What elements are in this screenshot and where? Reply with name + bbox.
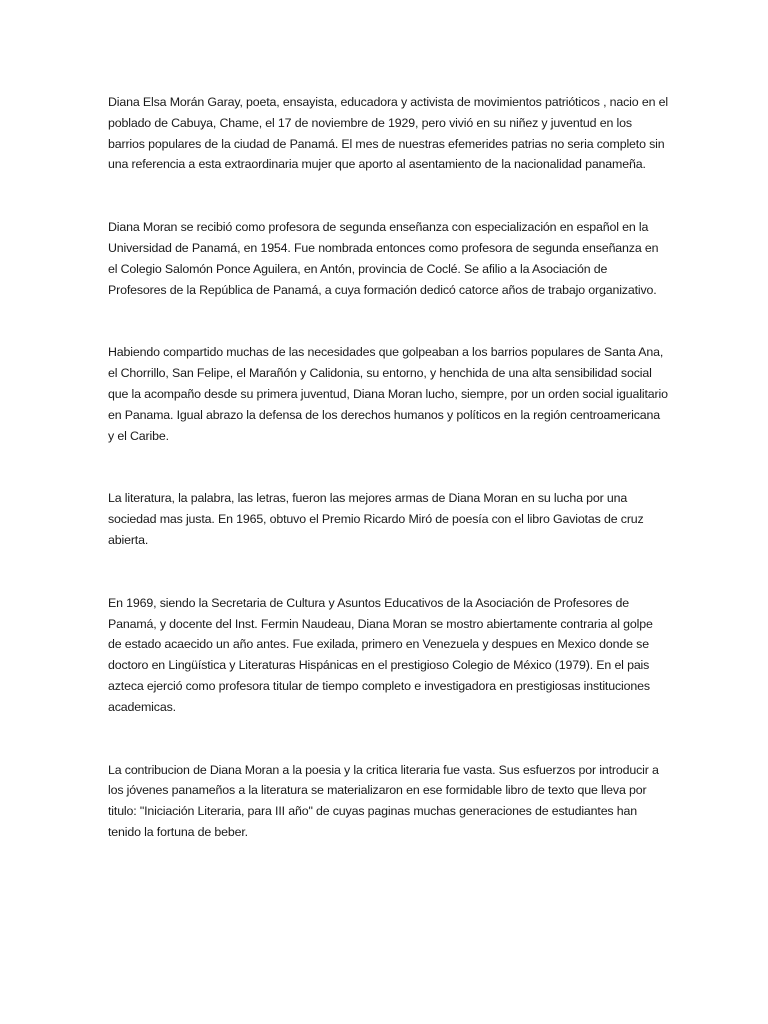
paragraph-3: Habiendo compartido muchas de las necesidades que golpeaban a los barrios populares de Santa Ana, el Chorrillo, San Felipe, el Marañón y Calidonia, su entorno, y henchida de una alta sensibilidad social que la acompaño desde su primera juventud, Diana Moran lucho, siempre, por un orden social igualitario en Panama. Igual abrazo la defensa de los derechos humanos y políticos en la región centroamericana y el Caribe. (108, 345, 668, 443)
paragraph-2: Diana Moran se recibió como profesora de segunda enseñanza con especialización en español en la Universidad de Panamá, en 1954. Fue nombrada entonces como profesora de segunda enseñanza en el Colegio Salomón Ponce Aguilera, en Antón, provincia de Coclé. Se afilio a la Asociación de Profesores de la República de Panamá, a cuya formación dedicó catorce años de trabajo organizativo. (108, 220, 659, 297)
paragraph-5: En 1969, siendo la Secretaria de Cultura y Asuntos Educativos de la Asociación de Profesores de Panamá, y docente del Inst. Fermin Naudeau, Diana Moran se mostro abiertamente contraria al golpe de estado acaecido un año antes. Fue exilada, primero en Venezuela y despues en Mexico donde se doctoro en Lingüística y Literaturas Hispánicas en el prestigioso Colegio de México (1979). En el pais azteca ejerció como profesora titular de tiempo completo e investigadora en prestigiosas instituciones academicas. (108, 595, 653, 714)
paragraph-6: La contribucion de Diana Moran a la poesia y la critica literaria fue vasta. Sus esfuerzos por introducir a los jóvenes panameños a la literatura se materializaron en ese formidable libro de texto que lleva por titulo: "Iniciación Literaria, para III año" de cuyas paginas muchas generaciones de estudiantes han tenido la fortuna de beber. (108, 762, 659, 839)
paragraph-4: La literatura, la palabra, las letras, fueron las mejores armas de Diana Moran en su lucha por una sociedad mas justa. En 1965, obtuvo el Premio Ricardo Miró de poesía con el libro Gaviotas de cruz abierta. (108, 491, 644, 547)
document-body (108, 92, 668, 843)
paragraph-1: Diana Elsa Morán Garay, poeta, ensayista, educadora y activista de movimientos patrióticos , nacio en el poblado de Cabuya, Chame, el 17 de noviembre de 1929, pero vivió en su niñez y juventud en los barrios populares de la ciudad de Panamá. El mes de nuestras efemerides patrias no seria completo sin una referencia a esta extraordinaria mujer que aporto al asentamiento de la nacionalidad panameña. (108, 95, 668, 172)
